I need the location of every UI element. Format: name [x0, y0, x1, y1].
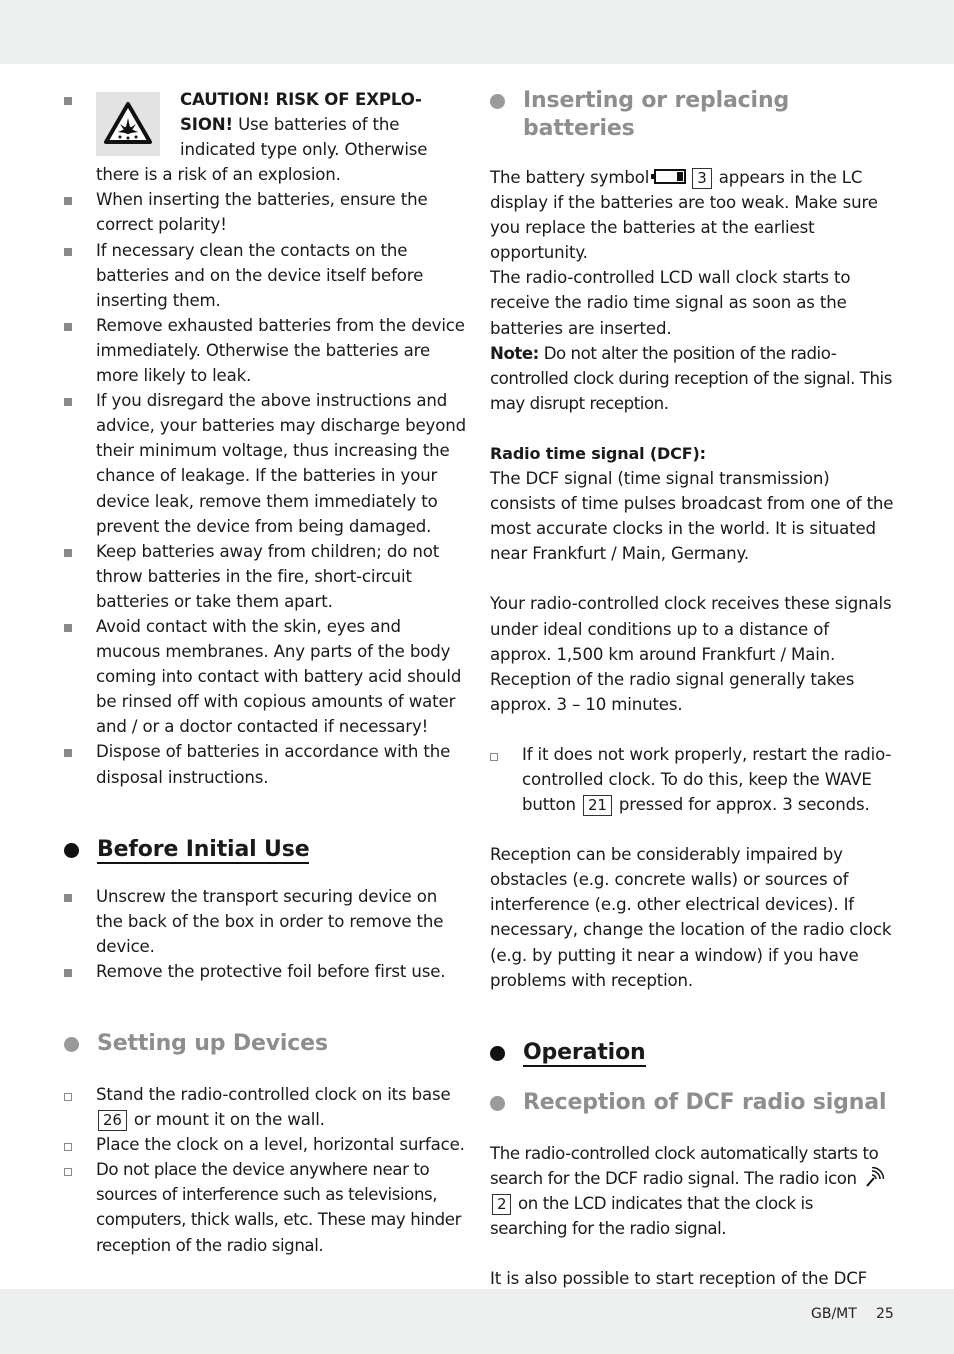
- checkbox-bullet-icon: [490, 753, 498, 761]
- list-item: If necessary clean the contacts on the batteries and on the device itself before inserting them.: [64, 238, 466, 313]
- footer-region: GB/MT: [811, 1306, 857, 1322]
- top-band: [0, 0, 954, 64]
- part-reference: 21: [583, 795, 612, 816]
- heading-bullet-icon: [64, 1037, 79, 1052]
- list-item: If it does not work properly, restart the radio-controlled clock. To do this, keep the WAVE button 21 pressed for approx. 3 seconds.: [490, 742, 894, 817]
- list-item: Remove the protective foil before first use.: [64, 959, 466, 984]
- heading-bullet-icon: [490, 94, 505, 109]
- subheading-dcf: Radio time signal (DCF):: [490, 443, 706, 463]
- list-item: Place the clock on a level, horizontal surface.: [64, 1132, 466, 1157]
- list-item: Remove exhausted batteries from the device immediately. Otherwise the batteries are more likely to leak.: [64, 313, 466, 388]
- battery-symbol-paragraph: The battery symbol 3 appears in the LC display if the batteries are too weak. Make sure you replace the batteries at the earliest opportunity.: [490, 168, 878, 263]
- explosion-warning-icon: [96, 92, 160, 156]
- part-reference: 2: [492, 1194, 511, 1215]
- right-column: [490, 87, 894, 1316]
- bullet-icon: [64, 549, 72, 557]
- paragraph: The radio-controlled LCD wall clock starts to receive the radio time signal as soon as the batteries are inserted.: [490, 268, 851, 338]
- list-item: Dispose of batteries in accordance with the disposal instructions.: [64, 739, 466, 789]
- bullet-icon: [64, 969, 72, 977]
- list-item: Stand the radio-controlled clock on its base 26 or mount it on the wall.: [64, 1082, 466, 1132]
- paragraph: Your radio-controlled clock receives these signals under ideal conditions up to a distance of approx. 1,500 km around Frankfurt / Main. Reception of the radio signal generally takes approx. 3 – 10 minutes.: [490, 594, 892, 714]
- checkbox-bullet-icon: [64, 1168, 72, 1176]
- heading-bullet-icon: [490, 1096, 505, 1111]
- warning-title: CAUTION! RISK OF EXPLO-SION!: [180, 90, 422, 135]
- part-reference: 26: [98, 1110, 127, 1131]
- radio-signal-icon: [864, 1167, 884, 1187]
- heading-bullet-icon: [490, 1046, 505, 1061]
- warning-item: [64, 87, 466, 187]
- heading-bullet-icon: [64, 843, 79, 858]
- warning-text: Use batteries of the indicated type only. Otherwise there is a risk of an explosion.: [96, 115, 428, 185]
- list-item: Keep batteries away from children; do not throw batteries in the fire, short-circuit batteries or take them apart.: [64, 539, 466, 614]
- note-paragraph: Note: Do not alter the position of the radio-controlled clock during reception of the signal. This may disrupt reception.: [490, 343, 892, 413]
- bullet-icon: [64, 749, 72, 757]
- bullet-icon: [64, 894, 72, 902]
- paragraph: Reception can be considerably impaired by obstacles (e.g. concrete walls) or sources of interference (e.g. other electrical devices). If necessary, change the location of the radio clock (e.g. by putting it near a window) if you have problems with reception.: [490, 845, 892, 990]
- part-reference: 3: [692, 168, 711, 189]
- section-heading-reception: Reception of DCF radio signal: [490, 1089, 894, 1117]
- paragraph: The DCF signal (time signal transmission) consists of time pulses broadcast from one of the most accurate clocks in the world. It is situated near Frankfurt / Main, Germany.: [490, 469, 894, 564]
- bullet-icon: [64, 248, 72, 256]
- page-number: 25: [876, 1306, 894, 1322]
- bullet-icon: [64, 97, 72, 105]
- list-item: When inserting the batteries, ensure the correct polarity!: [64, 187, 466, 237]
- checkbox-bullet-icon: [64, 1093, 72, 1101]
- bullet-icon: [64, 323, 72, 331]
- section-heading-operation: Operation: [490, 1039, 894, 1067]
- bullet-icon: [64, 197, 72, 205]
- section-heading-inserting-batteries: Inserting or replacing batteries: [490, 87, 894, 143]
- battery-icon: [654, 169, 686, 184]
- list-item: Avoid contact with the skin, eyes and mucous membranes. Any parts of the body coming into contact with battery acid should be rinsed off with copious amounts of water and / or a doctor contacted if necessary!: [64, 614, 466, 739]
- section-heading-before-initial-use: Before Initial Use: [64, 836, 466, 864]
- bullet-icon: [64, 624, 72, 632]
- bullet-icon: [64, 398, 72, 406]
- list-item: Do not place the device anywhere near to sources of interference such as televisions, computers, thick walls, etc. These may hinder reception of the radio signal.: [64, 1157, 466, 1257]
- section-heading-setting-up-devices: Setting up Devices: [64, 1030, 466, 1058]
- checkbox-bullet-icon: [64, 1143, 72, 1151]
- paragraph: It is also possible to start reception of the DCF: [490, 1269, 868, 1289]
- list-item: If you disregard the above instructions and advice, your batteries may discharge beyond their minimum voltage, thus increasing the chance of leakage. If the batteries in your device leak, remove them immediately to prevent the device from being damaged.: [64, 388, 466, 539]
- list-item: Unscrew the transport securing device on the back of the box in order to remove the device.: [64, 884, 466, 959]
- paragraph: The radio-controlled clock automatically starts to search for the DCF radio signal. The radio icon 2 on the LCD indicates that the clock is searching for the radio signal.: [490, 1141, 894, 1241]
- left-column: [64, 87, 466, 1258]
